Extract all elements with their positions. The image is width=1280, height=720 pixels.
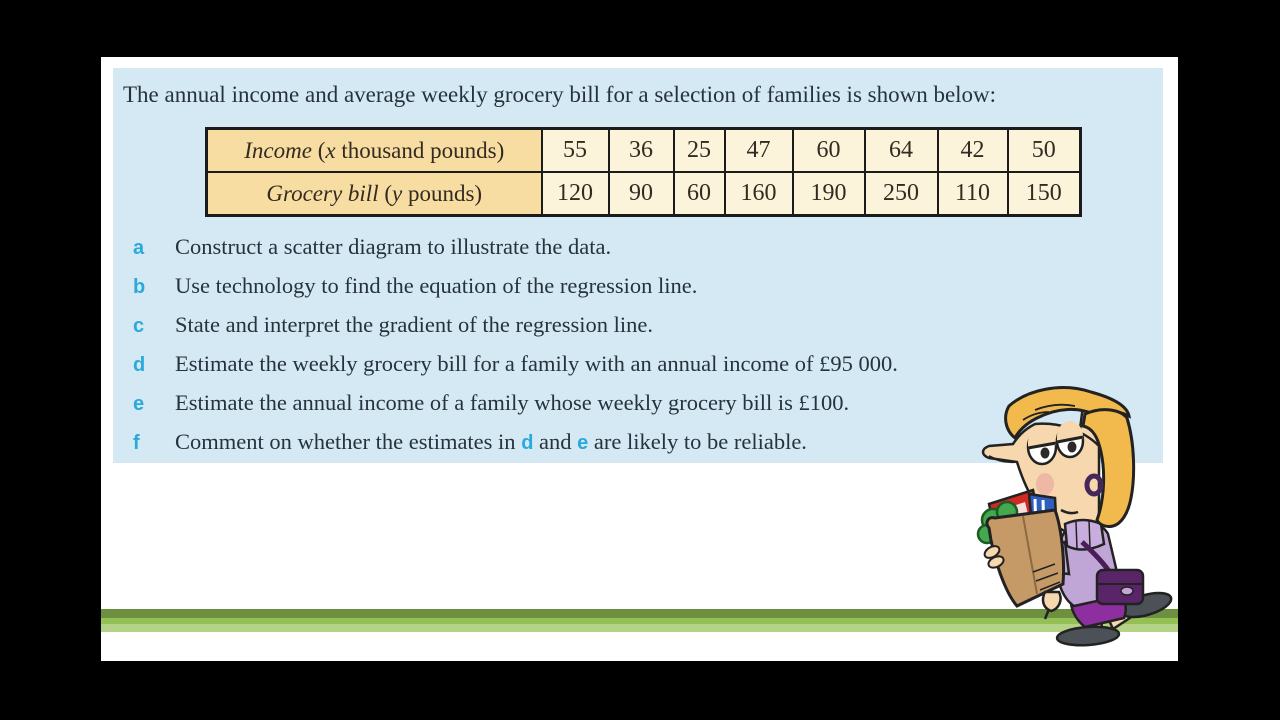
grocery-label: Grocery bill <box>266 180 379 206</box>
question-f: f Comment on whether the estimates in d and e are likely to be reliable. <box>133 429 807 454</box>
row-label-grocery: Grocery bill (y pounds) <box>207 172 542 216</box>
income-value: 47 <box>725 129 793 173</box>
question-label-b: b <box>133 276 146 298</box>
question-b: b Use technology to find the equation of the regression line. <box>133 273 698 298</box>
income-value: 36 <box>609 129 674 173</box>
grocery-value: 250 <box>865 172 938 216</box>
grocery-value: 160 <box>725 172 793 216</box>
income-value: 50 <box>1008 129 1081 173</box>
grocery-value: 90 <box>609 172 674 216</box>
question-c: c State and interpret the gradient of the regression line. <box>133 312 653 337</box>
income-value: 64 <box>865 129 938 173</box>
shopper-woman-cartoon-icon <box>975 386 1180 664</box>
question-a: a Construct a scatter diagram to illustrate the data. <box>133 234 612 259</box>
question-e: e Estimate the annual income of a family whose weekly grocery bill is £100. <box>133 390 850 415</box>
row-label-income: Income (x thousand pounds) <box>207 129 542 173</box>
problem-intro: The annual income and average weekly grocery bill for a selection of families is shown below: <box>123 82 997 107</box>
question-label-d: d <box>133 354 146 376</box>
grocery-value: 120 <box>542 172 609 216</box>
income-value: 42 <box>938 129 1008 173</box>
income-value: 25 <box>674 129 725 173</box>
income-variable: x <box>325 137 336 163</box>
grocery-variable: y <box>392 180 403 206</box>
income-label: Income <box>244 137 312 163</box>
ref-e: e <box>577 432 589 454</box>
income-value: 60 <box>793 129 865 173</box>
grocery-value: 150 <box>1008 172 1081 216</box>
grocery-bag <box>978 490 1064 619</box>
hand <box>1043 592 1061 611</box>
cheek-blush <box>1036 473 1054 495</box>
page-canvas <box>101 57 1178 661</box>
table-row-grocery <box>207 172 1081 216</box>
question-label-e: e <box>133 393 145 415</box>
front-shoe <box>1056 625 1119 647</box>
question-label-f: f <box>133 432 140 454</box>
question-label-c: c <box>133 315 145 337</box>
question-label-a: a <box>133 237 145 259</box>
data-table <box>205 127 1082 217</box>
income-value: 55 <box>542 129 609 173</box>
grocery-value: 60 <box>674 172 725 216</box>
grocery-value: 190 <box>793 172 865 216</box>
ref-d: d <box>521 432 534 454</box>
grocery-value: 110 <box>938 172 1008 216</box>
question-d: d Estimate the weekly grocery bill for a family with an annual income of £95 000. <box>133 351 898 376</box>
table-row-income <box>207 129 1081 173</box>
